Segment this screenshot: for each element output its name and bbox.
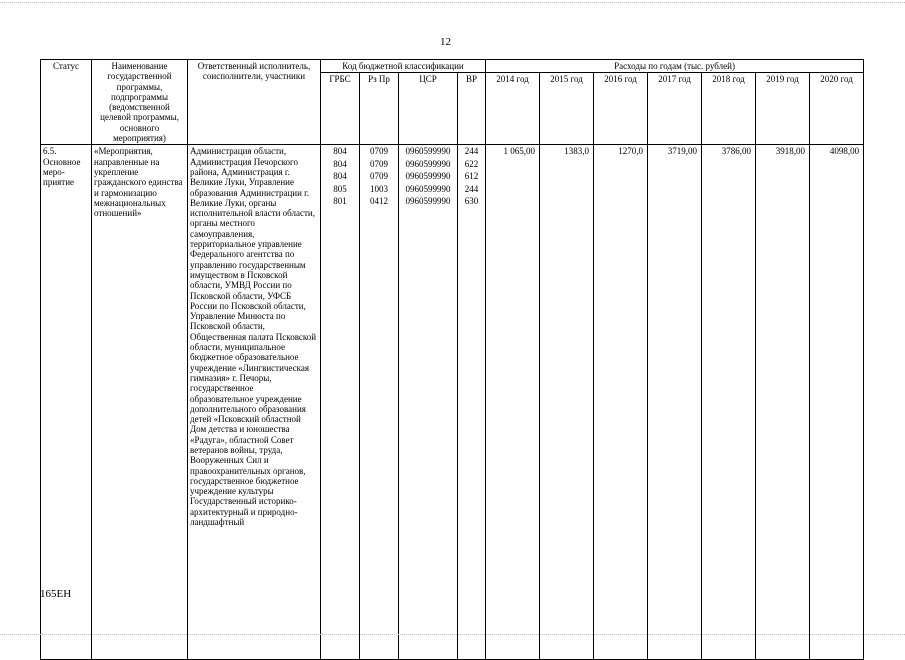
- amount-2015: 1383,0: [540, 145, 594, 660]
- header-status: Статус: [41, 60, 92, 145]
- amount-2018: 3786,00: [702, 145, 756, 660]
- amount-2017: 3719,00: [648, 145, 702, 660]
- vr-value: 612: [464, 171, 479, 182]
- scan-bottom-edge: [0, 634, 905, 636]
- grbs-value: 801: [333, 195, 347, 206]
- header-row-main: [41, 60, 864, 73]
- budget-table: [40, 59, 864, 660]
- rzpr-value: 0709: [370, 158, 388, 169]
- header-year-2016: 2016 год: [594, 73, 648, 145]
- grbs-cell: [321, 145, 360, 660]
- csr-value: 0960599990: [405, 171, 451, 182]
- header-executor: Ответственный исполнитель, соисполнители, участники: [188, 60, 321, 145]
- vr-value: 622: [464, 158, 479, 169]
- header-vr: ВР: [458, 73, 486, 145]
- vr-value: 630: [464, 195, 479, 206]
- csr-cell: [399, 145, 458, 660]
- header-year-2019: 2019 год: [756, 73, 810, 145]
- rzpr-value: 1003: [370, 183, 388, 194]
- vr-value: 244: [464, 183, 479, 194]
- amount-2014: 1 065,00: [486, 145, 540, 660]
- vr-value: 244: [464, 146, 479, 157]
- header-name: Наименование государственной программы, подпрограммы (ведомственной целевой программы, основного мероприятия): [92, 60, 188, 145]
- header-year-2014: 2014 год: [486, 73, 540, 145]
- header-expenses: Расходы по годам (тыс. рублей): [486, 60, 864, 73]
- amount-2020: 4098,00: [810, 145, 864, 660]
- csr-value: 0960599990: [405, 195, 451, 206]
- grbs-value: 804: [333, 171, 347, 182]
- header-budget-code: Код бюджетной классификации: [321, 60, 486, 73]
- rzpr-cell: [360, 145, 399, 660]
- header-year-2020: 2020 год: [810, 73, 864, 145]
- grbs-value: 805: [333, 183, 347, 194]
- grbs-value: 804: [333, 158, 347, 169]
- footer-code: 165ЕН: [40, 588, 72, 600]
- csr-value: 0960599990: [405, 146, 451, 157]
- page-number: 12: [440, 36, 451, 48]
- header-year-2017: 2017 год: [648, 73, 702, 145]
- header-grbs: ГРБС: [321, 73, 360, 145]
- header-year-2018: 2018 год: [702, 73, 756, 145]
- vr-cell: [458, 145, 486, 660]
- amount-2016: 1270,0: [594, 145, 648, 660]
- name-cell: «Мероприятия, направленные на укрепление гражданского единства и гармонизацию межнациональных отношений»: [92, 145, 188, 660]
- executor-cell: Администрация области, Администрация Печорского района, Администрация г. Великие Луки, Управление образования Администрации г. Великие Луки, органы исполнительной власти области, органы местного самоуправления, территориальное управление Федерального агентства по управлению государственным имуществом в Псковской области, УМВД России по Псковской области, УФСБ России по Псковской области, Управление Минюста по Псковской области, Общественная палата Псковской области, муниципальное бюджетное образовательное учреждение «Лингвистическая гимназия» г. Печоры, государственное образовательное учреждение дополнительного образования детей «Псковский областной Дом детства и юношества «Радуга», областной Совет ветеранов войны, труда, Вооруженных Сил и правоохранительных органов, государственное бюджетное учреждение культуры Государственный историко-архитектурный и природно-ландшафтный: [188, 145, 321, 660]
- header-csr: ЦСР: [399, 73, 458, 145]
- header-rzpr: Рз Пр: [360, 73, 399, 145]
- rzpr-value: 0709: [370, 146, 388, 157]
- rzpr-value: 0709: [370, 171, 388, 182]
- amount-2019: 3918,00: [756, 145, 810, 660]
- rzpr-value: 0412: [370, 195, 388, 206]
- table-row: [41, 145, 864, 660]
- scan-top-edge: [0, 2, 905, 4]
- status-cell: 6.5. Основное меро-приятие: [41, 145, 92, 660]
- csr-value: 0960599990: [405, 183, 451, 194]
- header-year-2015: 2015 год: [540, 73, 594, 145]
- csr-value: 0960599990: [405, 158, 451, 169]
- grbs-value: 804: [333, 146, 347, 157]
